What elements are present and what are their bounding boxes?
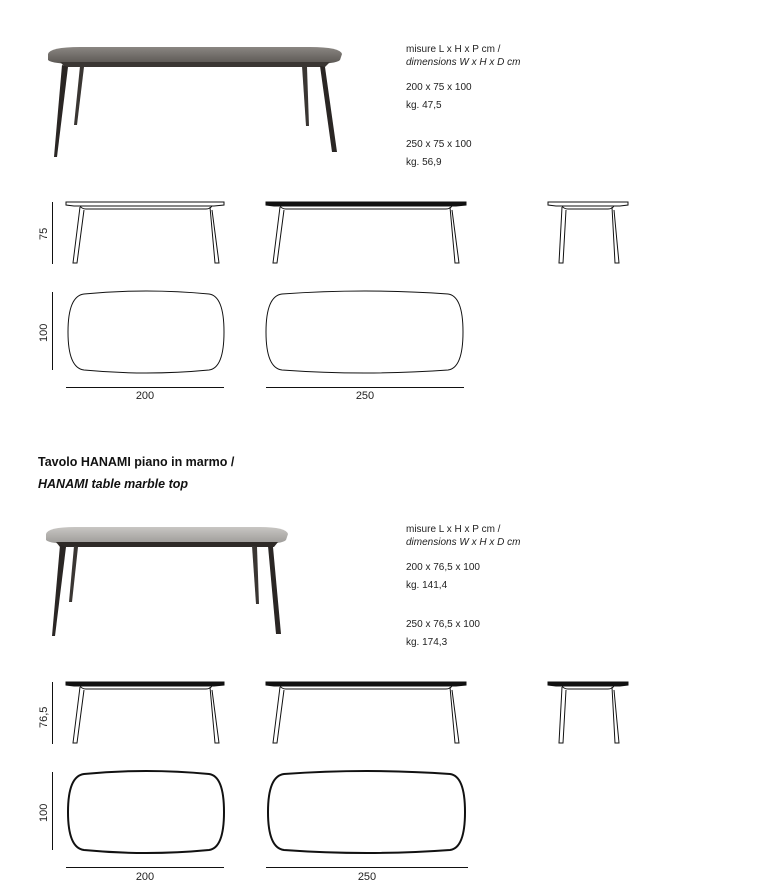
plan-drawing-250 bbox=[262, 290, 468, 374]
table-photo-wood bbox=[40, 40, 350, 160]
height-dim-label: 75 bbox=[38, 227, 50, 240]
elevation-drawing-250 bbox=[262, 198, 472, 268]
spec-block-marble bbox=[406, 523, 606, 649]
width-dim-label-200: 200 bbox=[135, 871, 155, 883]
height-dim-line bbox=[52, 682, 53, 744]
variant-weight: kg. 174,3 bbox=[406, 637, 448, 648]
width-dim-line-250 bbox=[266, 387, 464, 388]
section-title-it: Tavolo HANAMI piano in marmo / bbox=[38, 455, 235, 469]
depth-dim-line bbox=[52, 772, 53, 850]
width-dim-line-200 bbox=[66, 867, 224, 868]
spec-header-en: dimensions W x H x D cm bbox=[406, 537, 521, 548]
spec-header-it: misure L x H x P cm / bbox=[406, 44, 501, 55]
plan-drawing-250 bbox=[264, 770, 470, 854]
variant-dims: 250 x 75 x 100 bbox=[406, 139, 472, 150]
spec-header-it: misure L x H x P cm / bbox=[406, 524, 501, 535]
width-dim-line-250 bbox=[266, 867, 468, 868]
spec-header-en: dimensions W x H x D cm bbox=[406, 57, 521, 68]
variant-dims: 250 x 76,5 x 100 bbox=[406, 619, 480, 630]
width-dim-line-200 bbox=[66, 387, 224, 388]
width-dim-label-200: 200 bbox=[135, 390, 155, 402]
width-dim-label-250: 250 bbox=[355, 390, 375, 402]
section-title-en: HANAMI table marble top bbox=[38, 477, 189, 491]
elevation-drawing-250 bbox=[262, 678, 472, 748]
depth-dim-label: 100 bbox=[38, 323, 50, 342]
side-elevation-drawing bbox=[544, 198, 634, 268]
elevation-drawing-200 bbox=[60, 198, 230, 268]
side-elevation-drawing bbox=[544, 678, 634, 748]
variant-weight: kg. 56,9 bbox=[406, 157, 442, 168]
depth-dim-line bbox=[52, 292, 53, 370]
variant-weight: kg. 141,4 bbox=[406, 580, 448, 591]
height-dim-line bbox=[52, 202, 53, 264]
height-dim-label: 76,5 bbox=[38, 706, 50, 728]
variant-weight: kg. 47,5 bbox=[406, 100, 442, 111]
plan-drawing-200 bbox=[64, 290, 229, 374]
spec-block-wood bbox=[406, 43, 606, 169]
elevation-drawing-200 bbox=[60, 678, 230, 748]
width-dim-label-250: 250 bbox=[357, 871, 377, 883]
table-photo-marble bbox=[40, 522, 300, 640]
plan-drawing-200 bbox=[64, 770, 229, 854]
variant-dims: 200 x 75 x 100 bbox=[406, 82, 472, 93]
section-title bbox=[38, 451, 234, 495]
variant-dims: 200 x 76,5 x 100 bbox=[406, 562, 480, 573]
depth-dim-label: 100 bbox=[38, 803, 50, 822]
